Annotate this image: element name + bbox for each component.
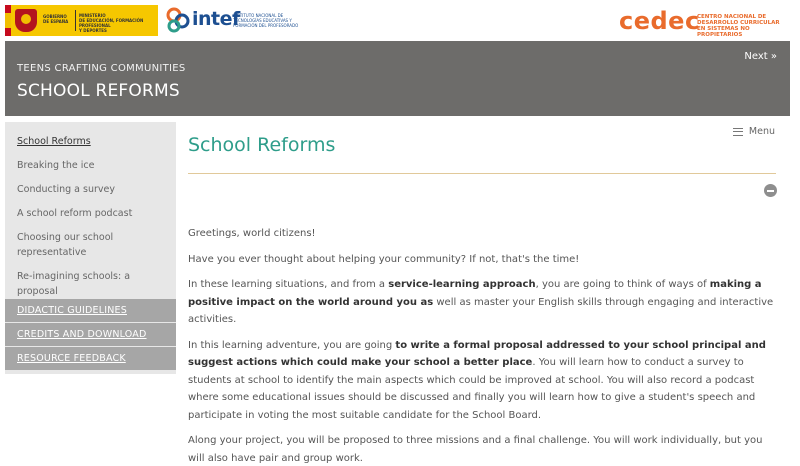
cedec-logo: [619, 8, 789, 38]
content-heading: School Reforms: [188, 134, 336, 156]
intef-logo: [165, 6, 305, 36]
sidebar-sections: [5, 299, 176, 371]
intef-subtitle: [233, 13, 305, 28]
text-run: . You will learn how to conduct a survey to students at school to identify the main aspects which could be improved at school. You will also record a podcast where some educational issues should be discussed and finally you will learn how to give a student's speech and participate in voting the most suitable candidate for the School Board.: [188, 357, 756, 421]
paragraph-missions: Along your project, you will be proposed to three missions and a final challenge. You will work individually, but you will also have pair and group work.: [188, 435, 763, 464]
intef-wordmark: intef: [192, 8, 240, 30]
cedec-line: CENTRO NACIONAL DE: [697, 14, 767, 20]
sidebar-section-resource-feedback[interactable]: RESOURCE FEEDBACK: [5, 347, 176, 370]
bold-text: service-learning approach: [388, 279, 536, 290]
bold-text: to write a formal proposal addressed to your school principal and suggest actions which could make your school a better place: [188, 339, 766, 368]
sidebar-filler: [5, 374, 176, 466]
page-header: [5, 41, 790, 116]
page-title: SCHOOL REFORMS: [17, 81, 180, 101]
sidebar-items: [5, 122, 176, 299]
text-run: In these learning situations, and from a: [188, 279, 389, 290]
intef-line: TECNOLOGÍAS EDUCATIVAS Y: [233, 18, 292, 23]
ministerio-text: [79, 13, 157, 33]
gobierno-logo: [5, 5, 158, 36]
sidebar-item-choosing-representative[interactable]: Choosing our school representative: [17, 232, 114, 258]
sidebar-section-credits-download[interactable]: CREDITS AND DOWNLOAD: [5, 323, 176, 346]
project-title: TEENS CRAFTING COMMUNITIES: [17, 63, 186, 74]
ministerio-line: DE EDUCACIÓN, FORMACIÓN PROFESIONAL: [79, 18, 144, 28]
content-body: [188, 225, 780, 466]
hamburger-icon: [733, 128, 743, 136]
sidebar-item-conducting-a-survey[interactable]: Conducting a survey: [17, 184, 115, 195]
logo-bar: [0, 0, 800, 41]
next-link[interactable]: Next »: [744, 51, 777, 62]
gobierno-line: DE ESPAÑA: [43, 19, 69, 24]
text-run: In this learning adventure, you are going: [188, 339, 396, 351]
cedec-line: EN SISTEMAS NO PROPIETARIOS: [697, 26, 750, 38]
ministerio-line: Y DEPORTES: [79, 28, 107, 33]
heading-divider: [188, 173, 776, 174]
intef-line: INSTITUTO NACIONAL DE: [233, 13, 284, 18]
paragraph-approach: [188, 276, 780, 329]
intef-line: FORMACIÓN DEL PROFESORADO: [233, 23, 299, 28]
sidebar-nav: [5, 122, 176, 466]
paragraph-adventure: [188, 337, 780, 425]
sidebar-item-school-reforms[interactable]: School Reforms: [17, 136, 91, 147]
sidebar-section-didactic-guidelines[interactable]: DIDACTIC GUIDELINES: [5, 299, 176, 322]
sidebar-item-school-reform-podcast[interactable]: A school reform podcast: [17, 208, 133, 219]
bold-text: making a positive impact on the world around you as: [188, 279, 762, 308]
menu-label: Menu: [748, 126, 775, 137]
text-run: , you are going to think of ways of: [535, 279, 710, 290]
intef-symbol-icon: [165, 6, 191, 34]
sidebar-item-reimagining-schools[interactable]: Re-imagining schools: a proposal: [17, 271, 131, 297]
cedec-subtitle: [697, 14, 789, 38]
sidebar-item-breaking-the-ice[interactable]: Breaking the ice: [17, 160, 95, 171]
logo-divider: [75, 10, 76, 31]
menu-button[interactable]: [733, 126, 775, 137]
paragraph-question: Have you ever thought about helping your community? If not, that's the time!: [188, 253, 580, 265]
gobierno-line: GOBIERNO: [43, 14, 67, 19]
spain-flag-strip: [5, 5, 11, 36]
cedec-line: DESARROLLO CURRICULAR: [697, 20, 780, 26]
gobierno-text: [43, 14, 73, 24]
cedec-wordmark: cedec: [619, 7, 700, 35]
ministerio-line: MINISTERIO: [79, 13, 106, 18]
minus-circle-icon[interactable]: [764, 184, 777, 197]
paragraph-greeting: Greetings, world citizens!: [188, 228, 316, 239]
text-run: well as master your English skills through engaging and interactive activities.: [188, 296, 774, 325]
coat-of-arms-icon: [15, 9, 37, 32]
